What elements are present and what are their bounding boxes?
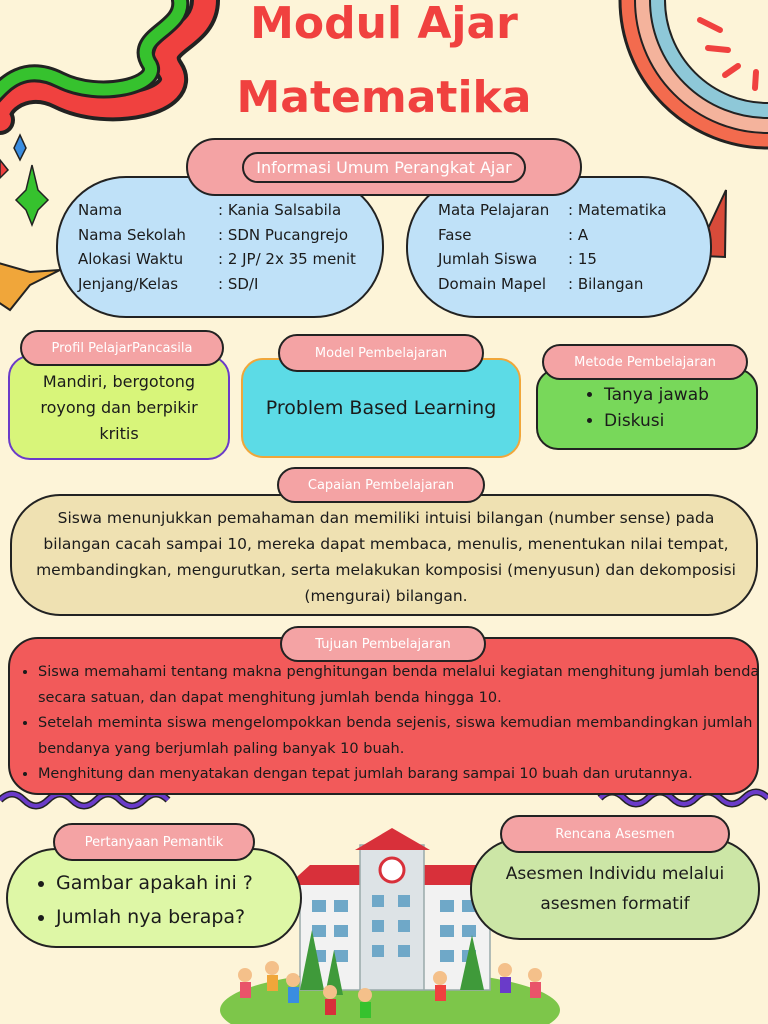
info-row: Fase : A [438, 225, 589, 244]
capaian-text: Siswa menunjukkan pemahaman dan memiliki intuisi bilangan (number sense) pada bilangan cacah sampai 10, mereka dapat membaca, menulis, menentukan nilai tempat, membandingkan, mengurutkan, serta melakukan komposisi (menyusun) dan dekomposisi (mengurai) bilangan. [36, 509, 736, 605]
info-row: Nama Sekolah : SDN Pucangrejo [78, 225, 349, 244]
info-row: Jenjang/Kelas : SD/I [78, 274, 259, 293]
info-left-list [78, 198, 356, 296]
asesmen-box [470, 838, 760, 940]
model-box [241, 358, 521, 458]
page-title-line2: Matematika [236, 72, 532, 123]
metode-item: • Tanya jawab [604, 382, 756, 408]
tujuan-item: • Menghitung dan menyatakan dengan tepat jumlah barang sampai 10 buah dan urutannya. [38, 762, 768, 788]
asesmen-text: Asesmen Individu melalui asesmen formatif [505, 864, 725, 914]
star-icon [16, 165, 48, 225]
info-row: Mata Pelajaran : Matematika [438, 201, 667, 219]
info-row: Nama : Kania Salsabila [78, 201, 342, 219]
info-row: Jumlah Siswa : 15 [438, 250, 597, 268]
tujuan-list [18, 660, 768, 788]
info-row: Domain Mapel : Bilangan [438, 274, 644, 293]
page-title-line1: Modul Ajar [250, 0, 518, 49]
star-icon [0, 160, 8, 178]
profil-box [8, 355, 230, 460]
metode-item: • Diskusi [604, 408, 756, 434]
model-heading: Model Pembelajaran [278, 334, 484, 372]
pertanyaan-item: • Gambar apakah ini ? [56, 866, 300, 900]
info-heading-pill [186, 138, 582, 196]
metode-box [536, 368, 758, 450]
tujuan-heading: Tujuan Pembelajaran [280, 626, 486, 662]
info-heading: Informasi Umum Perangkat Ajar [242, 152, 525, 183]
info-right-list [438, 198, 667, 296]
asesmen-heading: Rencana Asesmen [500, 815, 730, 853]
pertanyaan-item: • Jumlah nya berapa? [56, 900, 300, 934]
pertanyaan-heading: Pertanyaan Pemantik [53, 823, 255, 861]
metode-list [584, 382, 756, 434]
profil-heading: Profil PelajarPancasila [20, 330, 224, 366]
model-text: Problem Based Learning [265, 397, 497, 419]
info-row: Alokasi Waktu : 2 JP/ 2x 35 menit [78, 250, 356, 268]
tujuan-item: • Siswa memahami tentang makna penghitungan benda melalui kegiatan menghitung jumlah benda secara satuan, dan dapat menghitung jumlah benda hingga 10. [38, 660, 768, 711]
tujuan-item: • Setelah meminta siswa mengelompokkan benda sejenis, siswa kemudian membandingkan jumlah bendanya yang berjumlah paling banyak 10 buah. [38, 711, 768, 762]
pertanyaan-box [6, 848, 302, 948]
arrow-decoration [0, 262, 60, 310]
metode-heading: Metode Pembelajaran [542, 344, 748, 380]
pertanyaan-list [36, 866, 300, 934]
capaian-heading: Capaian Pembelajaran [277, 467, 485, 503]
profil-text: Mandiri, bergotong royong dan berpikir kritis [40, 371, 198, 443]
star-icon [14, 135, 26, 160]
